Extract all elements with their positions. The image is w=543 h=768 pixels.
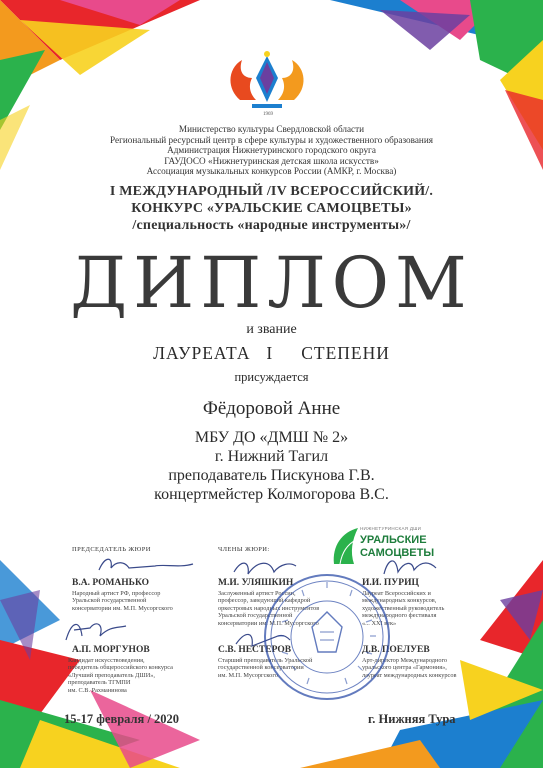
jury-desc-line: Уральской государственной xyxy=(218,612,293,620)
jury-desc-line: преподаватель ТГМПИ xyxy=(68,679,131,687)
and-title-text: и звание xyxy=(246,322,297,337)
accompanist-name: концертмейстер Колмогорова В.С. xyxy=(154,486,389,503)
jury-desc-morgunov xyxy=(68,657,173,694)
laureate-line xyxy=(0,343,543,364)
org-line: Региональный ресурсный центр в сфере культуры и художественного образования xyxy=(110,134,433,145)
org-line: Министерство культуры Свердловской области xyxy=(178,124,365,134)
jury-desc-line: «Лучший преподаватель ДШИ», xyxy=(68,671,155,679)
jury-members-caption: ЧЛЕНЫ ЖЮРИ: xyxy=(218,546,270,553)
school-name: МБУ ДО «ДМШ № 2» xyxy=(194,429,349,446)
diploma-title: ДИПЛОМ xyxy=(70,242,473,324)
jury-desc-line: Народный артист РФ, профессор xyxy=(72,590,161,597)
school-block xyxy=(0,428,543,504)
jury-name-nesterov: С.В. НЕСТЕРОВ xyxy=(218,645,292,655)
contest-block xyxy=(0,183,543,234)
jury-desc-line: им. С.В. Рахманинова xyxy=(68,686,127,694)
emblem-icon xyxy=(222,48,312,116)
jury-desc-line: лауреат международных конкурсов xyxy=(362,671,457,679)
organizations-block xyxy=(0,124,543,177)
jury-name-morgunov: А.П. МОРГУНОВ xyxy=(72,645,150,655)
teacher-name: преподаватель Пискунова Г.В. xyxy=(168,467,375,484)
org-line: Администрация Нижнетуринского городского округа xyxy=(167,145,376,156)
contest-dates: 15-17 февраля / 2020 xyxy=(64,712,180,726)
jury-desc-line: художественный руководитель xyxy=(362,604,445,612)
school-city: г. Нижний Тагил xyxy=(214,448,329,465)
contest-city: г. Нижняя Тура xyxy=(368,712,456,726)
jury-desc-line: Уральской государственной xyxy=(72,597,147,605)
laureate-grade: СТЕПЕНИ xyxy=(301,343,390,363)
jury-desc-line: Кандидат искусствоведения, xyxy=(68,657,145,664)
jury-desc-line: международного фестиваля xyxy=(362,612,437,620)
jury-desc-line: международных конкурсов, xyxy=(362,597,437,605)
jury-desc-line: «... XXI век» xyxy=(362,619,397,627)
contest-line: /специальность «народные инструменты»/ xyxy=(132,218,411,233)
org-line: ГАУДОСО «Нижнетуринская детская школа искусств» xyxy=(164,155,379,166)
jury-desc-line: Старший преподаватель Уральской xyxy=(218,657,313,664)
laureate-word: ЛАУРЕАТА xyxy=(153,343,251,363)
contest-line: I МЕЖДУНАРОДНЫЙ /IV ВСЕРОССИЙСКИЙ/. xyxy=(109,184,434,199)
jury-desc-line: консерватории им. М.П. Мусоргского xyxy=(218,619,319,627)
jury-desc-line: уральского центра «Гармония», xyxy=(362,664,447,672)
jury-desc-line: им. М.П. Мусоргского xyxy=(218,671,278,679)
org-line: Ассоциация музыкальных конкурсов России (АМКР, г. Москва) xyxy=(146,166,397,177)
signature-romanko xyxy=(95,552,195,578)
jury-name-romanko: В.А. РОМАНЬКО xyxy=(72,578,149,588)
jury-name-purits: И.И. ПУРИЦ xyxy=(362,578,419,588)
logo-title-line1: УРАЛЬСКИЕ xyxy=(360,534,427,546)
jury-desc-line: Лауреат Всероссийских и xyxy=(362,590,431,597)
emblem-year: 1969 xyxy=(263,112,273,117)
jury-desc-line: победитель общероссийского конкурса xyxy=(68,664,173,672)
jury-name-poeluev: Д.В. ПОЕЛУЕВ xyxy=(362,645,430,655)
jury-desc-romanko xyxy=(72,590,173,612)
logo-title-line2: САМОЦВЕТЫ xyxy=(360,547,435,559)
jury-chair-caption: ПРЕДСЕДАТЕЛЬ ЖЮРИ xyxy=(72,546,151,553)
jury-desc-line: консерватории им. М.П. Мусоргского xyxy=(72,604,173,612)
jury-name-uyashkin: М.И. УЛЯШКИН xyxy=(218,578,294,588)
jury-desc-line: профессор, заведующий кафедрой xyxy=(218,597,311,605)
round-seal-icon xyxy=(262,572,392,702)
recipient-name: Фёдоровой Анне xyxy=(202,398,341,419)
laureate-degree: I xyxy=(266,343,274,363)
jury-desc-line: Заслуженный артист России, xyxy=(218,590,296,597)
signature-morgunov xyxy=(60,616,130,646)
awarded-text: присуждается xyxy=(234,370,309,384)
jury-desc-line: Арт-директор Международного xyxy=(362,657,448,664)
jury-desc-line: государственной консерватории xyxy=(218,664,304,672)
contest-line: КОНКУРС «УРАЛЬСКИЕ САМОЦВЕТЫ» xyxy=(131,201,412,216)
logo-school-label: НИЖНЕТУРИНСКАЯ ДШИ xyxy=(360,526,422,531)
jury-desc-line: оркестровых народных инструментов xyxy=(218,604,320,612)
